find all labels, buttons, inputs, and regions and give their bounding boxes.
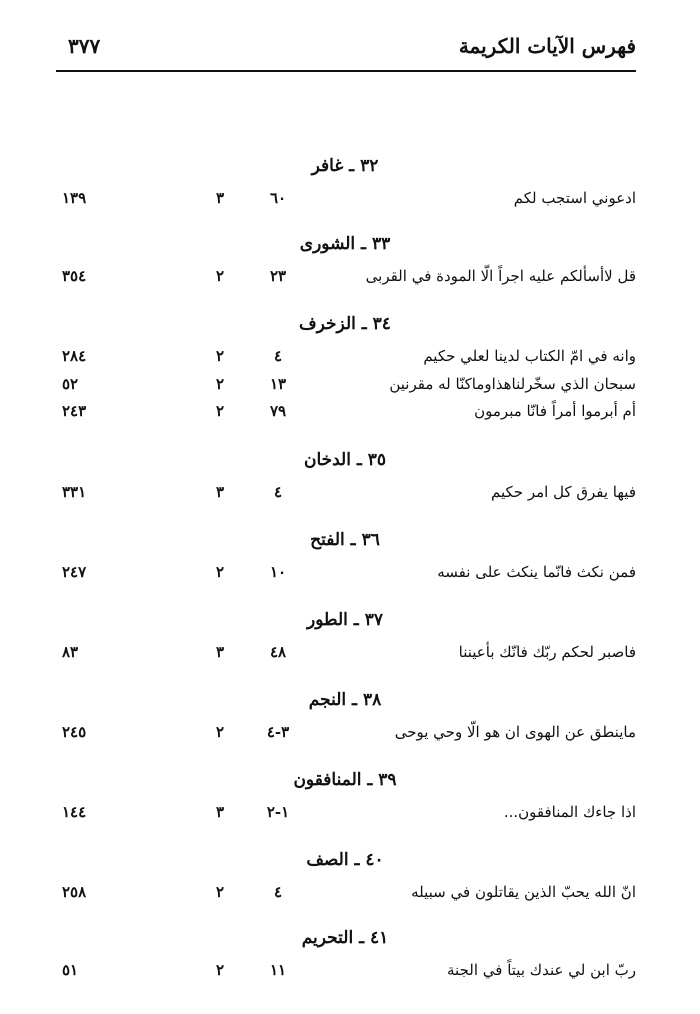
verse-text: اذا جاءك المنافقون... xyxy=(503,803,636,821)
index-row xyxy=(0,267,700,295)
verse-text: وانه في امّ الكتاب لدينا لعلي حكيم xyxy=(423,347,636,365)
index-row xyxy=(0,643,700,671)
page-reference: ٣٥٤ xyxy=(62,267,87,285)
volume-number: ٢ xyxy=(215,347,225,365)
index-row xyxy=(0,347,700,375)
verse-text: فاصبر لحكم ربّك فانّك بأعيننا xyxy=(458,643,636,661)
page-reference: ٢٤٣ xyxy=(62,402,87,420)
ayah-number: ٤ xyxy=(273,347,283,365)
index-row xyxy=(0,803,700,831)
ayah-number: ١٠ xyxy=(269,563,287,581)
verse-text: ربّ ابن لي عندك بيتاً في الجنة xyxy=(447,961,636,979)
volume-number: ٣ xyxy=(215,803,225,821)
index-row xyxy=(0,961,700,989)
page-number: ٣٧٧ xyxy=(68,34,101,58)
volume-number: ٢ xyxy=(215,723,225,741)
page-reference: ٢٤٥ xyxy=(62,723,87,741)
page-reference: ٢٨٤ xyxy=(62,347,87,365)
page-reference: ٢٤٧ xyxy=(62,563,87,581)
volume-number: ٢ xyxy=(215,961,225,979)
surah-title: ٣٣ ـ الشورى xyxy=(299,234,391,254)
index-row xyxy=(0,483,700,511)
surah-title: ٣٩ ـ المنافقون xyxy=(293,770,397,790)
volume-number: ٢ xyxy=(215,375,225,393)
page-reference: ٥١ xyxy=(62,961,79,979)
surah-title: ٣٢ ـ غافر xyxy=(311,156,379,176)
surah-title: ٣٤ ـ الزخرف xyxy=(299,314,391,334)
index-row xyxy=(0,402,700,430)
index-row xyxy=(0,375,700,403)
page-title: فهرس الآيات الكريمة xyxy=(458,34,636,58)
ayah-number: ٦٠ xyxy=(269,189,287,207)
ayah-number: ١-٢ xyxy=(266,803,290,821)
ayah-number: ٤ xyxy=(273,883,283,901)
surah-title: ٣٦ ـ الفتح xyxy=(310,530,380,550)
volume-number: ٣ xyxy=(215,483,225,501)
verse-text: أم أبرموا أمراً فانّا مبرمون xyxy=(474,402,636,420)
verse-text: فمن نكث فانّما ينكث على نفسه xyxy=(437,563,636,581)
ayah-number: ٧٩ xyxy=(269,402,287,420)
page-reference: ٢٥٨ xyxy=(62,883,87,901)
index-row xyxy=(0,563,700,591)
surah-title: ٣٥ ـ الدخان xyxy=(303,450,387,470)
surah-title: ٣٧ ـ الطور xyxy=(307,610,383,630)
verse-text: فيها يفرق كل امر حكيم xyxy=(491,483,636,501)
index-row xyxy=(0,883,700,911)
verse-text: قل لاأسألكم عليه اجراً الّا المودة في القربى xyxy=(365,267,636,285)
volume-number: ٢ xyxy=(215,267,225,285)
volume-number: ٣ xyxy=(215,643,225,661)
surah-title: ٣٨ ـ النجم xyxy=(308,690,382,710)
ayah-number: ٤ xyxy=(273,483,283,501)
page-reference: ١٤٤ xyxy=(62,803,87,821)
verse-text: انّ الله يحبّ الذين يقاتلون في سبيله xyxy=(411,883,636,901)
surah-title: ٤٠ ـ الصف xyxy=(306,850,384,870)
ayah-number: ٢٣ xyxy=(269,267,287,285)
ayah-number: ٣-٤ xyxy=(266,723,290,741)
volume-number: ٢ xyxy=(215,563,225,581)
index-row xyxy=(0,723,700,751)
verse-text: ماينطق عن الهوى ان هو الّا وحي يوحى xyxy=(394,723,636,741)
volume-number: ٣ xyxy=(215,189,225,207)
ayah-number: ١٣ xyxy=(269,375,287,393)
page-reference: ٥٢ xyxy=(62,375,79,393)
page-reference: ١٣٩ xyxy=(62,189,87,207)
index-row xyxy=(0,189,700,217)
volume-number: ٢ xyxy=(215,883,225,901)
verse-text: سبحان الذي سخّرلناهذاوماكنّا له مقرنين xyxy=(389,375,636,393)
page-reference: ٣٣١ xyxy=(62,483,87,501)
verse-text: ادعوني استجب لكم xyxy=(513,189,636,207)
ayah-number: ١١ xyxy=(269,961,287,979)
page-reference: ٨٣ xyxy=(62,643,79,661)
ayah-number: ٤٨ xyxy=(269,643,287,661)
surah-title: ٤١ ـ التحريم xyxy=(301,928,389,948)
volume-number: ٢ xyxy=(215,402,225,420)
